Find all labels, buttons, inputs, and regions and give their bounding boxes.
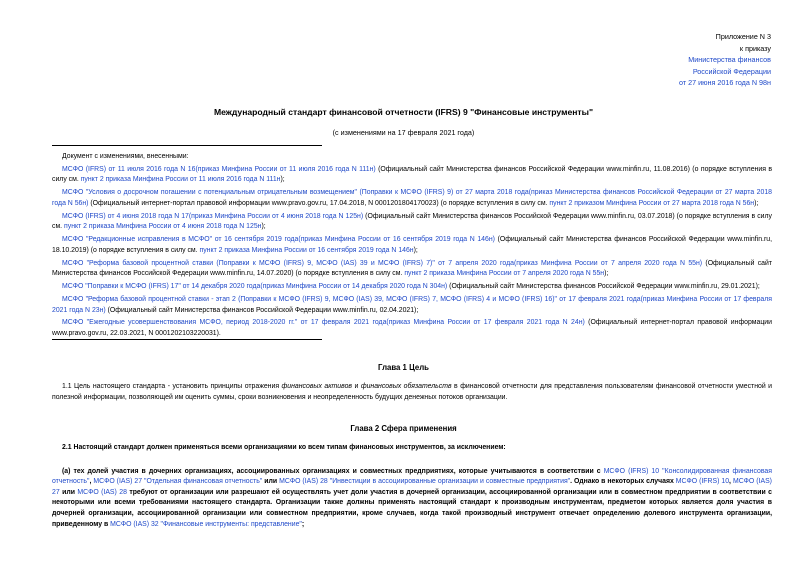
change-effect-link[interactable]: пункт 2 приказа Минфина России от 4 июня 2018 года N 125н <box>64 223 262 231</box>
change-text: (Официальный сайт Министерства финансов Российской Федерации www.minfin.ru, 02.04.2021); <box>105 306 419 314</box>
paragraph-text: , <box>729 478 733 486</box>
chapter-2-body <box>52 443 772 530</box>
change-standard-link[interactable]: МСФО "Редакционные исправления в МСФО" от 16 сентября 2019 года <box>62 236 299 244</box>
change-order-link[interactable]: (приказ Минфина России от 11 июля 2016 года N 111н) <box>195 165 376 173</box>
change-text: (Официальный сайт Министерства финансов Российской Федерации www.minfin.ru, 29.01.2021); <box>447 283 760 291</box>
appendix-number: Приложение N 3 <box>715 32 771 41</box>
chapter-1-body <box>52 382 772 403</box>
appendix-date-link[interactable]: от 27 июня 2016 года N 98н <box>678 78 771 87</box>
change-tail: ); <box>280 176 285 184</box>
change-text: (Официальный сайт Министерства финансов Российской Федерации www.minfin.ru, 11.08.2016) (о порядке вступления в силу см. <box>52 165 773 184</box>
paragraph-text: . Однако в некоторых случаях <box>570 478 676 486</box>
change-text: (Официальный сайт Министерства финансов Российской Федерации www.minfin.ru, 03.07.2018) (о порядке вступления в силу см. <box>52 212 772 231</box>
changes-list <box>52 152 772 342</box>
change-order-link[interactable]: (приказ Минфина России от 4 июня 2018 года N 125н) <box>188 212 364 220</box>
appendix-federation-link[interactable]: Российской Федерации <box>692 66 771 76</box>
document-subtitle: (с изменениями на 17 февраля 2021 года) <box>332 128 475 137</box>
change-item <box>52 188 772 209</box>
change-order-link[interactable]: (приказ Минфина России от 14 декабря 2020 года N 304н) <box>260 283 448 291</box>
change-item <box>52 259 772 280</box>
paragraph-text: и <box>352 383 361 390</box>
change-standard-link[interactable]: МСФО "Поправки к МСФО (IFRS) 17" от 14 декабря 2020 года <box>62 283 261 291</box>
ias28-short-link[interactable]: МСФО (IAS) 28 <box>77 488 127 496</box>
ias32-link[interactable]: МСФО (IAS) 32 "Финансовые инструменты: представление" <box>110 520 302 528</box>
paragraph-2-1-a <box>52 467 772 531</box>
change-effect-link[interactable]: пункт 2 приказа Минфина России от 16 сентября 2019 года N 146н <box>199 246 414 254</box>
appendix-ministry-link[interactable]: Министерства финансов <box>688 55 771 64</box>
paragraph-text: или <box>262 478 280 486</box>
change-effect-link[interactable]: пункт 2 приказа Минфина России от 11 июля 2016 года N 111н <box>80 176 281 184</box>
paragraph-2-1: 2.1 Настоящий стандарт должен применяться всеми организациями ко всем типам финансовых инструментов, за исключением: <box>62 444 506 451</box>
change-order-link[interactable]: (приказ Минфина России от 16 сентября 2019 года N 146н) <box>298 236 495 244</box>
change-tail: ); <box>754 199 759 207</box>
change-order-link[interactable]: (приказ Минфина России от 17 февраля 2021 года N 24н) <box>386 319 585 327</box>
change-item <box>52 318 772 339</box>
change-standard-link[interactable]: МСФО (IFRS) от 4 июня 2018 года N 17 <box>62 212 189 220</box>
change-text: (Официальный сайт Министерства финансов Российской Федерации www.minfin.ru, 18.10.2019) (о порядке вступления в силу см. <box>52 236 772 254</box>
chapter-2-title: Глава 2 Сфера применения <box>350 424 457 433</box>
change-standard-link[interactable]: МСФО (IFRS) от 11 июля 2016 года N 16 <box>62 165 196 173</box>
change-standard-link[interactable]: МСФО "Реформа базовой процентной ставки - этап 2 (Поправки к МСФО (IFRS) 9, МСФО (IAS) 39, МСФО (IFRS) 7, МСФО (IFRS) 4 и МСФО (IFRS) 16)" от 17 февраля 2021 года <box>62 295 641 303</box>
paragraph-1-1 <box>52 382 772 403</box>
change-tail: ); <box>604 270 609 278</box>
paragraph-text: в финансовой отчетности для представления пользователям финансовой отчетности уместной и полезной информации, позволяющей им оценить суммы, сроки возникновения и неопределенность будущих денежных потоков организации. <box>52 383 773 401</box>
appendix-to-order: к приказу <box>739 43 771 53</box>
change-item <box>52 165 772 186</box>
change-item <box>52 295 772 316</box>
change-order-link[interactable]: (приказ Минфина России от 17 февраля 2021 года N 23н) <box>52 295 772 314</box>
chapter-1-title: Глава 1 Цель <box>378 363 429 372</box>
term-financial-assets: финансовых активов <box>281 383 353 390</box>
change-item <box>52 212 772 233</box>
change-order-link[interactable]: (приказ Министерства финансов Российской Федерации от 27 марта 2018 года N 56н) <box>52 189 772 207</box>
paragraph-text: или <box>59 488 78 496</box>
changes-bottom-divider <box>52 339 322 340</box>
change-effect-link[interactable]: пункт 2 приказом Минфина России от 27 марта 2018 года N 56н <box>549 199 755 207</box>
change-text: (Официальный сайт Министерства финансов Российской Федерации www.minfin.ru, 14.07.2020) (о порядке вступления в силу см. <box>52 259 772 278</box>
change-item <box>52 282 772 293</box>
change-order-link[interactable]: (приказ Минфина России от 7 апреля 2020 года N 55н) <box>513 259 703 267</box>
change-tail: ); <box>413 246 418 254</box>
paragraph-text: ; <box>301 520 305 528</box>
paragraph-text: 1.1 Цель настоящего стандарта - установить принципы отражения <box>62 383 282 390</box>
change-standard-link[interactable]: МСФО "Условия о досрочном погашении с потенциальным отрицательным возмещением" (Поправки к МСФО (IFRS) 9) от 27 марта 2018 года <box>62 189 529 197</box>
paragraph-text: требуют от организации или разрешают ей осуществлять учет доли участия в дочерней организации, ассоциированной организации или в совместном предприятии в соответствии с некоторыми или всеми требованиями настоящего стандарта. Организации также должны применять настоящий стандарт к производным инструментам, предметом которых является доля участия в дочерней организации, ассоциированной организации или совместном предприятии, кроме случаев, когда такой производный инструмент отвечает определению долевого инструмента организации, приведенному в <box>52 488 772 528</box>
ias27-link[interactable]: МСФО (IAS) 27 "Отдельная финансовая отчетность" <box>93 478 263 486</box>
term-financial-liabilities: финансовых обязательств <box>360 383 452 390</box>
ias27-short-link[interactable]: МСФО (IAS) 27 <box>52 478 772 496</box>
ias28-link[interactable]: МСФО (IAS) 28 "Инвестиции в ассоциированные организации и совместные предприятия" <box>279 478 571 486</box>
change-text: (Официальный интернет-портал правовой информации www.pravo.gov.ru, 17.04.2018, N 0001201804170023) (о порядке вступления в силу см. <box>88 199 550 207</box>
change-standard-link[interactable]: МСФО "Ежегодные усовершенствования МСФО, период 2018-2020 гг." от 17 февраля 2021 года <box>62 319 387 327</box>
change-effect-link[interactable]: пункт 2 приказа Минфина России от 7 апреля 2020 года N 55н <box>404 270 605 278</box>
changes-intro: Документ с изменениями, внесенными: <box>62 153 189 160</box>
changes-top-divider <box>52 145 322 146</box>
paragraph-text: , <box>89 478 94 486</box>
document-title: Международный стандарт финансовой отчетности (IFRS) 9 "Финансовые инструменты" <box>213 107 594 117</box>
change-text: (Официальный интернет-портал правовой информации www.pravo.gov.ru, 22.03.2021, N 0001202103220031). <box>52 319 772 337</box>
ifrs10-short-link[interactable]: МСФО (IFRS) 10 <box>675 478 730 486</box>
appendix-header <box>571 31 771 89</box>
ifrs10-link[interactable]: МСФО (IFRS) 10 "Консолидированная финансовая отчетность" <box>52 467 772 486</box>
change-item <box>52 235 772 256</box>
paragraph-text: (а) тех долей участия в дочерних организациях, ассоциированных организациях и совместных предприятиях, которые учитываются в соответствии с <box>62 467 604 475</box>
change-standard-link[interactable]: МСФО "Реформа базовой процентной ставки (Поправки к МСФО (IFRS) 9, МСФО (IAS) 39 и МСФО (IFRS) 7)" от 7 апреля 2020 года <box>62 259 514 267</box>
change-tail: ); <box>261 223 266 231</box>
